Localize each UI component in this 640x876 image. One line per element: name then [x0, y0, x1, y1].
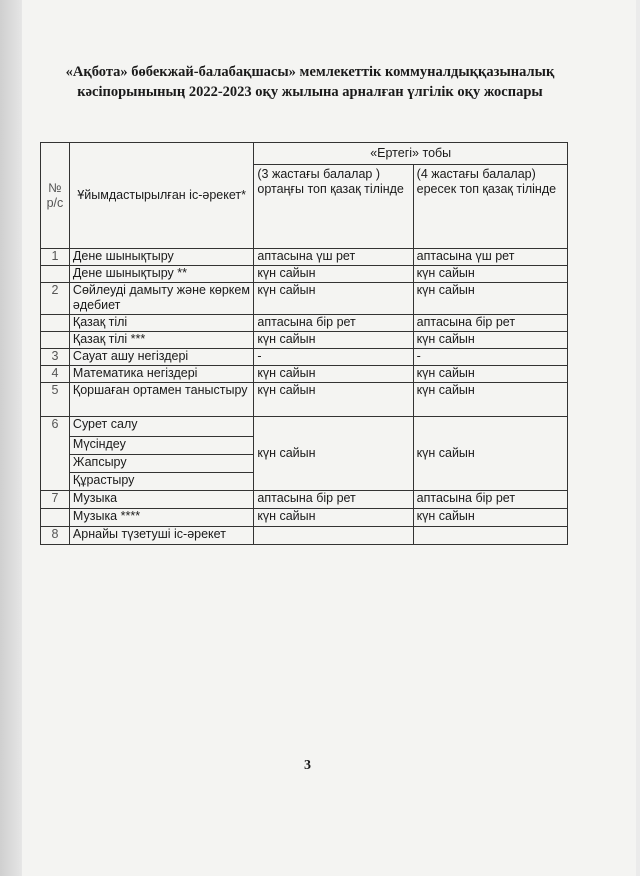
table-row: [41, 315, 568, 332]
row-col1: күн сайын: [254, 266, 413, 283]
row-num: [41, 266, 70, 283]
row-activity: Дене шынықтыру: [69, 249, 253, 266]
row-activity: Музыка: [69, 491, 253, 509]
header-row: [41, 143, 568, 165]
row-num: [41, 509, 70, 527]
row-activity: Қазақ тілі ***: [69, 332, 253, 349]
table-row: [41, 366, 568, 383]
row-col1: күн сайын: [254, 417, 413, 491]
row-activity: Музыка ****: [69, 509, 253, 527]
scan-edge: [0, 0, 22, 876]
row-activity: Дене шынықтыру **: [69, 266, 253, 283]
row-num: 7: [41, 491, 70, 509]
row-col2: күн сайын: [413, 383, 567, 417]
row-col1: -: [254, 349, 413, 366]
row-col2: аптасына бір рет: [413, 315, 567, 332]
row-col1: күн сайын: [254, 509, 413, 527]
row-num: [41, 332, 70, 349]
header-activity: Ұйымдастырылған іс-әрекет*: [69, 143, 253, 249]
row-activity: Құрастыру: [69, 473, 253, 491]
header-group: «Ертегі» тобы: [254, 143, 568, 165]
row-col1: аптасына бір рет: [254, 491, 413, 509]
row-col1: күн сайын: [254, 366, 413, 383]
row-col2: күн сайын: [413, 417, 567, 491]
row-col1: күн сайын: [254, 283, 413, 315]
table-row: [41, 349, 568, 366]
header-col1: (3 жастағы балалар ) ортаңғы топ қазақ тілінде: [254, 165, 413, 249]
row-num: 4: [41, 366, 70, 383]
table-row: [41, 283, 568, 315]
header-num: № р/с: [41, 143, 70, 249]
row-activity: Сурет салу: [69, 417, 253, 437]
header-col2: (4 жастағы балалар) ересек топ қазақ тілінде: [413, 165, 567, 249]
page-number: 3: [304, 758, 311, 773]
table-row: [41, 266, 568, 283]
row-col2: -: [413, 349, 567, 366]
row-num: [41, 315, 70, 332]
table-row: [41, 491, 568, 509]
row-col2: күн сайын: [413, 283, 567, 315]
row-col2: күн сайын: [413, 509, 567, 527]
table-row: [41, 527, 568, 545]
row-activity: Мүсіндеу: [69, 437, 253, 455]
row-activity: Математика негіздері: [69, 366, 253, 383]
row-num: 8: [41, 527, 70, 545]
row-col2: күн сайын: [413, 266, 567, 283]
row-col1: аптасына үш рет: [254, 249, 413, 266]
row-activity: Арнайы түзетуші іс-әрекет: [69, 527, 253, 545]
row-activity: Сөйлеуді дамыту және көркем әдебиет: [69, 283, 253, 315]
row-num: 6: [41, 417, 70, 491]
table-row: [41, 417, 568, 437]
table-row: [41, 249, 568, 266]
table-row: [41, 509, 568, 527]
table-row: [41, 383, 568, 417]
row-num: 2: [41, 283, 70, 315]
row-col2: күн сайын: [413, 366, 567, 383]
row-activity: Жапсыру: [69, 455, 253, 473]
row-col2: аптасына үш рет: [413, 249, 567, 266]
row-num: 3: [41, 349, 70, 366]
title-line-2: кәсіпорынының 2022-2023 оқу жылына арналған үлгілік оқу жоспары: [77, 84, 543, 100]
row-col2: күн сайын: [413, 332, 567, 349]
row-col1: аптасына бір рет: [254, 315, 413, 332]
row-col2: аптасына бір рет: [413, 491, 567, 509]
row-col1: күн сайын: [254, 332, 413, 349]
row-activity: Сауат ашу негіздері: [69, 349, 253, 366]
row-col2: [413, 527, 567, 545]
row-num: 5: [41, 383, 70, 417]
title-line-1: «Ақбота» бөбекжай-балабақшасы» мемлекеттік коммуналдыққазыналық: [65, 64, 555, 80]
row-num: 1: [41, 249, 70, 266]
row-col1: [254, 527, 413, 545]
row-activity: Қоршаған ортамен таныстыру: [69, 383, 253, 417]
row-activity: Қазақ тілі: [69, 315, 253, 332]
document-title: [40, 62, 580, 102]
table-row: [41, 332, 568, 349]
curriculum-table: [40, 142, 568, 545]
row-col1: күн сайын: [254, 383, 413, 417]
